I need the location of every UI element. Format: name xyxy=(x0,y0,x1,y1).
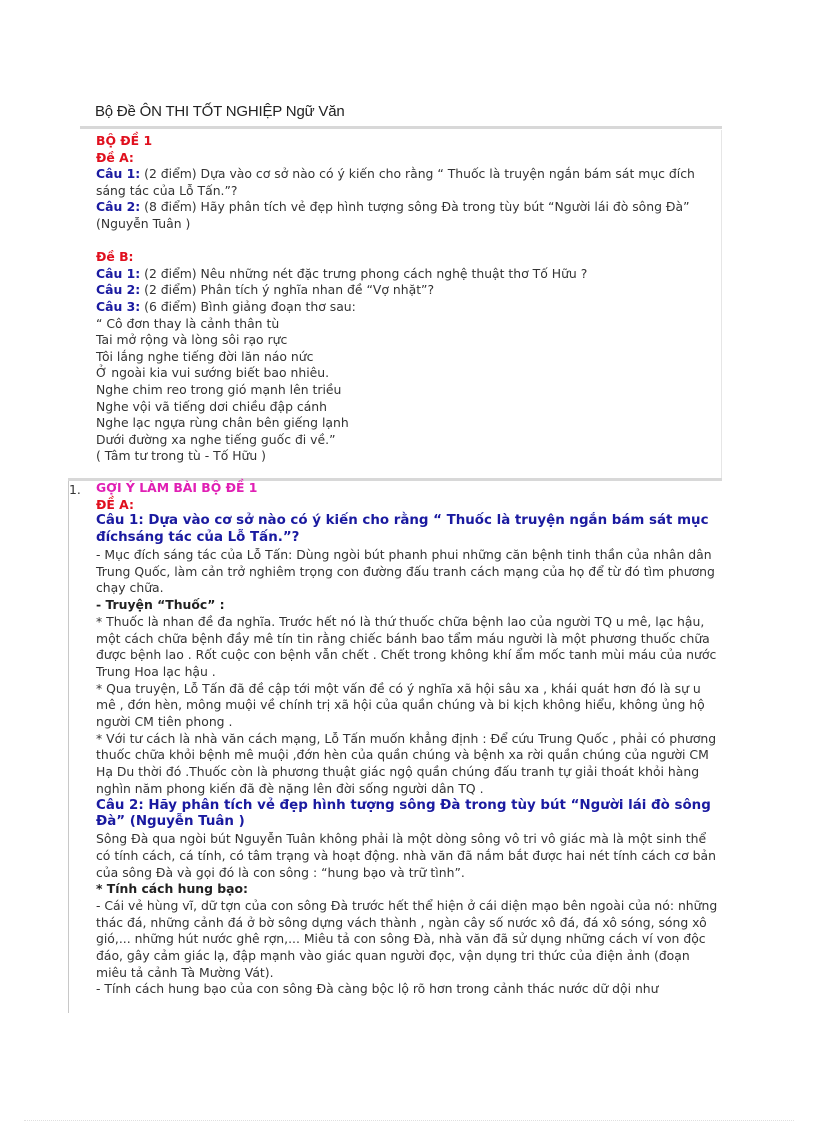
question-text: (2 điểm) Nêu những nét đặc trưng phong cách nghệ thuật thơ Tố Hữu ? xyxy=(140,265,588,281)
poem-line: “ Cô đơn thay là cảnh thân tù xyxy=(96,315,280,331)
page-bottom-border xyxy=(24,1120,794,1122)
question-label: Câu 1: xyxy=(96,166,141,182)
paragraph: * Qua truyện, Lỗ Tấn đã đề cập tới một vấn đề có ý nghĩa xã hội sâu xa , khái quát hơn đó là sự u mê , đớn hèn, mông muội về chính trị xã hội của quần chúng và bi kịch không hiểu, không ủng hộ người CM tiên phong . xyxy=(96,680,705,730)
poem-line: Nghe vội vã tiếng dơi chiều đập cánh xyxy=(96,398,328,414)
poem-line: Tôi lắng nghe tiếng đời lăn náo nức xyxy=(96,348,314,364)
poem-line: Dưới đường xa nghe tiếng guốc đi về.” xyxy=(96,431,336,447)
subheading: * Tính cách hung bạo: xyxy=(96,881,248,897)
paragraph: - Tính cách hung bạo của con sông Đà càng bộc lộ rõ hơn trong cảnh thác nước dữ dội như xyxy=(96,981,659,997)
poem-line: Ở ngoài kia vui sướng biết bao nhiêu. xyxy=(96,365,330,381)
exam-set-title: BỘ ĐỀ 1 xyxy=(96,133,153,148)
question-label: Câu 1: xyxy=(96,265,141,281)
de-a-label: Đề A: xyxy=(96,149,134,165)
de-b-question-1 xyxy=(96,266,720,283)
question-label: Câu 3: xyxy=(96,298,141,314)
question-label: Câu 2: xyxy=(96,282,141,298)
de-a-question-2 xyxy=(96,199,720,232)
list-marker: 1. xyxy=(69,482,81,497)
exam-set-section xyxy=(96,133,720,465)
poem-line: Tai mở rộng và lòng sôi rạo rực xyxy=(96,332,288,348)
question-text: (2 điểm) Dựa vào cơ sở nào có ý kiến cho rằng “ Thuốc là truyện ngắn bám sát mục đích sáng tác của Lỗ Tấn.”? xyxy=(96,166,695,198)
question-label: Câu 2: xyxy=(96,199,141,215)
answer-question-2-heading: Câu 2: Hãy phân tích vẻ đẹp hình tượng sông Đà trong tùy bút “Người lái đò sông Đà” (Nguyễn Tuân ) xyxy=(96,797,711,830)
answer-guide-heading: GỢI Ý LÀM BÀI BỘ ĐỀ 1 xyxy=(96,480,258,495)
title-divider xyxy=(80,126,722,129)
answer-question-1-heading: Câu 1: Dựa vào cơ sở nào có ý kiến cho rằng “ Thuốc là truyện ngắn bám sát mục đíchsáng tác của Lỗ Tấn.”? xyxy=(96,513,709,546)
answer-guide-section xyxy=(96,480,720,998)
paragraph: Sông Đà qua ngòi bút Nguyễn Tuân không phải là một dòng sông vô tri vô giác mà là một sinh thể có tính cách, cá tính, có tâm trạng và hoạt động. nhà văn đã nắm bắt được hai nét tính cách cơ bản của sông Đà và gọi đó là con sông : “hung bạo và trữ tình”. xyxy=(96,831,716,880)
subheading: - Truyện “Thuốc” : xyxy=(96,597,225,613)
question-text: (8 điểm) Hãy phân tích vẻ đẹp hình tượng sông Đà trong tùy bút “Người lái đò sông Đà” (Nguyễn Tuân ) xyxy=(96,199,690,231)
question-text: (2 điểm) Phân tích ý nghĩa nhan đề “Vợ nhặt”? xyxy=(140,282,435,298)
poem-line: Nghe chim reo trong gió mạnh lên triều xyxy=(96,381,342,397)
poem-source: ( Tâm tư trong tù - Tố Hữu ) xyxy=(96,448,267,464)
de-b-question-3 xyxy=(96,299,720,316)
poem-line: Nghe lạc ngựa rùng chân bên giếng lạnh xyxy=(96,415,349,431)
de-b-label: Đề B: xyxy=(96,249,134,265)
page-title: Bộ Đề ÔN THI TỐT NGHIỆP Ngữ Văn xyxy=(95,103,345,120)
paragraph: - Cái vẻ hùng vĩ, dữ tợn của con sông Đà trước hết thể hiện ở cái diện mạo bên ngoài của nó: những thác đá, những cảnh đá ở bờ sông dựng vách thành , ngàn cây số nước xô đá, đá xô sóng, sóng xô gió,... những hút nước ghê rợn,... Miêu tả con sông Đà, nhà văn đã sử dụng những cách ví von độc đáo, gây cảm giác lạ, đập mạnh vào giác quan người đọc, vận dụng tri thức của điện ảnh (đoạn miêu tả cảnh Tà Mường Vát). xyxy=(96,897,718,980)
de-a-question-1 xyxy=(96,166,720,199)
answer-de-a-label: ĐỀ A: xyxy=(96,496,134,512)
paragraph: - Mục đích sáng tác của Lỗ Tấn: Dùng ngòi bút phanh phui những căn bệnh tinh thần của nhân dân Trung Quốc, làm cản trở nghiêm trọng con đường đấu tranh cách mạng của họ để từ đó tìm phương chạy chữa. xyxy=(96,547,715,596)
paragraph: * Với tư cách là nhà văn cách mạng, Lỗ Tấn muốn khẳng định : Để cứu Trung Quốc , phải có phương thuốc chữa khỏi bệnh mê muội ,đớn hèn của quần chúng và bệnh xa rời quần chúng của người CM Hạ Du thời đó .Thuốc còn là phương thuật giác ngộ quần chúng đấu tranh tự giải thoát khỏi hàng nghìn năm phong kiến đã đè nặng lên đời sống người dân TQ . xyxy=(96,730,717,796)
paragraph: * Thuốc là nhan đề đa nghĩa. Trước hết nó là thứ thuốc chữa bệnh lao của người TQ u mê, lạc hậu, một cách chữa bệnh đầy mê tín tin rằng chiếc bánh bao tẩm máu người là một phương thuốc chữa được bệnh lao . Rốt cuộc con bệnh vẫn chết . Chết trong không khí ẩm mốc tanh mùi máu của nước Trung Hoa lạc hậu . xyxy=(96,613,717,679)
de-b-question-2 xyxy=(96,282,720,299)
right-border xyxy=(721,130,722,478)
question-text: (6 điểm) Bình giảng đoạn thơ sau: xyxy=(140,298,356,314)
